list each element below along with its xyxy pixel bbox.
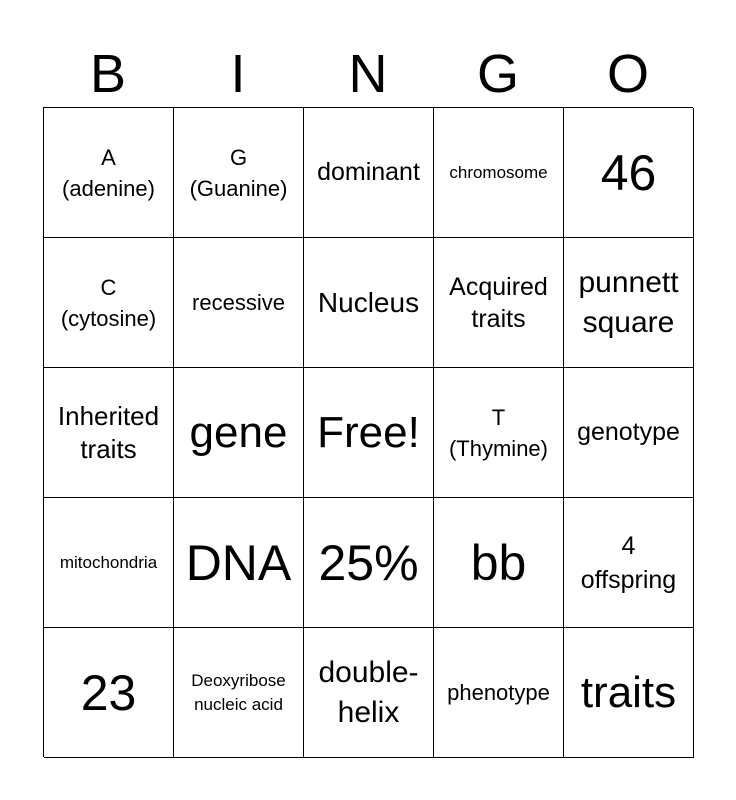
- cell-label: G (Guanine): [189, 144, 288, 201]
- cell-label: C (cytosine): [60, 274, 157, 331]
- bingo-cell-r1-c4[interactable]: [434, 108, 564, 238]
- bingo-cell-r1-c1[interactable]: [44, 108, 174, 238]
- cell-label: bb: [470, 534, 527, 591]
- bingo-cell-r4-c2[interactable]: [174, 498, 304, 628]
- bingo-cell-r2-c5[interactable]: [564, 238, 694, 368]
- bingo-cell-r1-c2[interactable]: [174, 108, 304, 238]
- cell-label: 25%: [318, 534, 419, 591]
- cell-label: phenotype: [447, 680, 550, 705]
- bingo-grid: [43, 107, 693, 757]
- bingo-cell-r3-c5[interactable]: [564, 368, 694, 498]
- bingo-cell-r3-c4[interactable]: [434, 368, 564, 498]
- header-letter-n: N: [348, 44, 388, 104]
- cell-label: dominant: [317, 158, 420, 186]
- cell-label: double- helix: [318, 655, 419, 729]
- bingo-cell-r4-c3[interactable]: [304, 498, 434, 628]
- bingo-cell-r2-c2[interactable]: [174, 238, 304, 368]
- bingo-cell-r4-c1[interactable]: [44, 498, 174, 628]
- bingo-cell-r5-c2[interactable]: [174, 628, 304, 758]
- bingo-cell-r2-c4[interactable]: [434, 238, 564, 368]
- bingo-cell-r2-c1[interactable]: [44, 238, 174, 368]
- cell-label: Acquired traits: [449, 272, 548, 333]
- cell-label: 46: [600, 144, 657, 201]
- cell-label: gene: [189, 407, 288, 457]
- cell-label: DNA: [185, 534, 292, 591]
- cell-label: punnett square: [578, 265, 679, 339]
- bingo-cell-r3-c2[interactable]: [174, 368, 304, 498]
- cell-label: T (Thymine): [448, 404, 548, 461]
- bingo-cell-r5-c4[interactable]: [434, 628, 564, 758]
- cell-label: 23: [80, 664, 137, 721]
- cell-label: recessive: [192, 290, 285, 315]
- bingo-cell-r1-c3[interactable]: [304, 108, 434, 238]
- cell-label: A (adenine): [62, 144, 155, 201]
- bingo-header: [43, 40, 693, 108]
- bingo-cell-r4-c4[interactable]: [434, 498, 564, 628]
- cell-label: Nucleus: [317, 286, 420, 318]
- header-letter-i: I: [230, 44, 246, 104]
- bingo-cell-r3-c3[interactable]: [304, 368, 434, 498]
- cell-label: Deoxyribose nucleic acid: [191, 670, 286, 714]
- header-letter-g: G: [476, 44, 519, 104]
- cell-label: Free!: [317, 407, 420, 457]
- bingo-cell-r5-c1[interactable]: [44, 628, 174, 758]
- header-letter-b: B: [89, 44, 127, 104]
- cell-label: chromosome: [449, 162, 548, 182]
- cell-label: 4 offspring: [580, 531, 677, 594]
- bingo-cell-r5-c3[interactable]: [304, 628, 434, 758]
- cell-label: genotype: [577, 418, 680, 446]
- header-letter-o: O: [606, 44, 649, 104]
- cell-label: mitochondria: [59, 552, 158, 572]
- bingo-cell-r4-c5[interactable]: [564, 498, 694, 628]
- bingo-cell-r5-c5[interactable]: [564, 628, 694, 758]
- bingo-cell-r1-c5[interactable]: [564, 108, 694, 238]
- cell-label: traits: [580, 667, 677, 717]
- cell-label: Inherited traits: [57, 400, 160, 464]
- bingo-cell-r3-c1[interactable]: [44, 368, 174, 498]
- bingo-cell-r2-c3[interactable]: [304, 238, 434, 368]
